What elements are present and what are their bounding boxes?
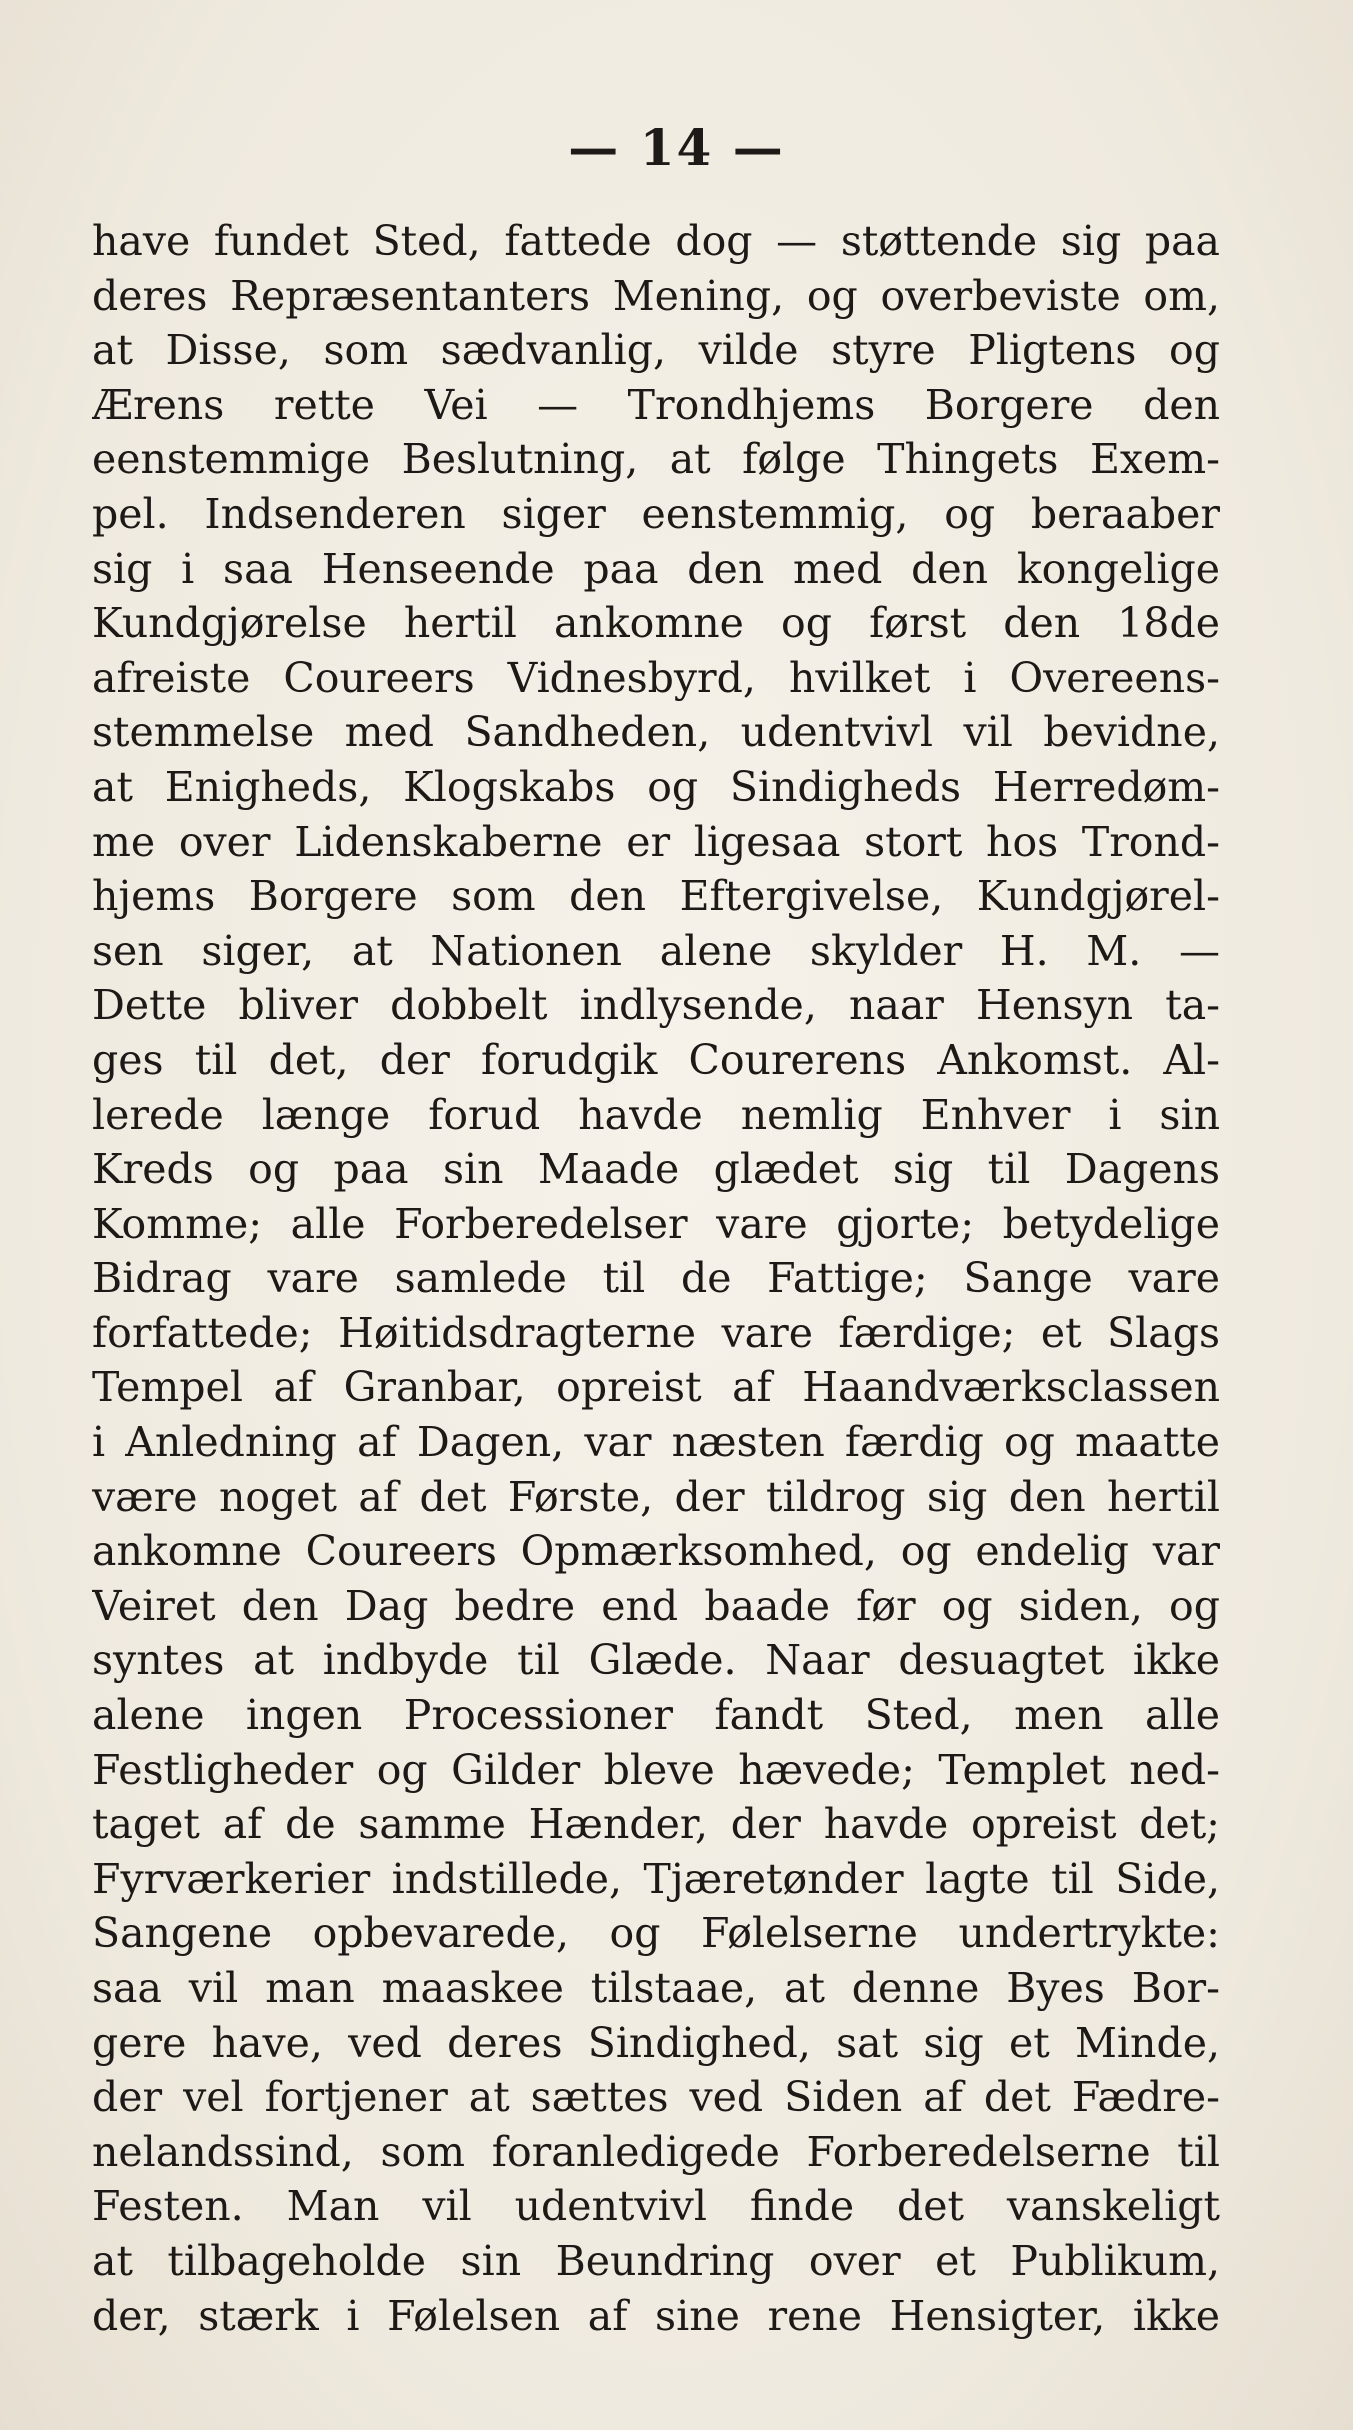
text-line: have fundet Sted, fattede dog — støttende sig paa — [92, 217, 1220, 265]
text-line: Kundgjørelse hertil ankomne og først den 18de — [92, 599, 1220, 648]
text-line: eenstemmige Beslutning, at følge Thingets Exem- — [92, 435, 1220, 484]
text-line: ges til det, der forudgik Courerens Ankomst. Al- — [92, 1035, 1220, 1084]
text-line: at Enigheds, Klogskabs og Sindigheds Herredøm- — [92, 762, 1220, 811]
page-number: — 14 — — [568, 118, 785, 177]
body-text — [92, 214, 1220, 2343]
text-line: der vel fortjener at sættes ved Siden af det Fædre- — [92, 2073, 1220, 2122]
text-line: stemmelse med Sandheden, udentvivl vil bevidne, — [92, 708, 1220, 757]
text-line: Festligheder og Gilder bleve hævede; Templet ned- — [92, 1745, 1220, 1794]
text-line: afreiste Coureers Vidnesbyrd, hvilket i Overeens- — [92, 653, 1220, 702]
text-line: Festen. Man vil udentvivl finde det vanskeligt — [92, 2182, 1220, 2231]
text-line: Fyrværkerier indstillede, Tjæretønder lagte til Side, — [92, 1854, 1220, 1903]
text-line: nelandssind, som foranledigede Forberedelserne til — [92, 2127, 1220, 2176]
text-line: Bidrag vare samlede til de Fattige; Sange vare — [92, 1254, 1220, 1303]
text-line: forfattede; Høitidsdragterne vare færdige; et Slags — [92, 1308, 1220, 1357]
text-line: at tilbageholde sin Beundring over et Publikum, — [92, 2236, 1220, 2285]
text-line: at Disse, som sædvanlig, vilde styre Pligtens og — [92, 326, 1220, 375]
text-line: i Anledning af Dagen, var næsten færdig og maatte — [92, 1418, 1220, 1467]
text-line: me over Lidenskaberne er ligesaa stort hos Trond- — [92, 817, 1220, 866]
text-line: Dette bliver dobbelt indlysende, naar Hensyn ta- — [92, 981, 1220, 1030]
text-line: Ærens rette Vei — Trondhjems Borgere den — [92, 380, 1220, 429]
text-line: hjems Borgere som den Eftergivelse, Kundgjørel- — [92, 872, 1220, 921]
text-line: ankomne Coureers Opmærksomhed, og endelig var — [92, 1527, 1220, 1576]
text-line: Sangene opbevarede, og Følelserne undertrykte: — [92, 1909, 1220, 1958]
text-line: lerede længe forud havde nemlig Enhver i sin — [92, 1090, 1220, 1139]
text-line: Kreds og paa sin Maade glædet sig til Dagens — [92, 1145, 1220, 1194]
text-line: saa vil man maaskee tilstaae, at denne Byes Bor- — [92, 1964, 1220, 2012]
text-line: sig i saa Henseende paa den med den kongelige — [92, 544, 1220, 593]
text-line: alene ingen Processioner fandt Sted, men alle — [92, 1691, 1220, 1740]
text-line: Komme; alle Forberedelser vare gjorte; betydelige — [92, 1199, 1220, 1248]
text-line: Tempel af Granbar, opreist af Haandværksclassen — [92, 1363, 1220, 1412]
text-line: taget af de samme Hænder, der havde opreist det; — [92, 1800, 1220, 1849]
text-line: være noget af det Første, der tildrog sig den hertil — [92, 1472, 1220, 1521]
text-line: Veiret den Dag bedre end baade før og siden, og — [92, 1581, 1220, 1630]
text-line: pel. Indsenderen siger eenstemmig, og beraaber — [92, 489, 1220, 538]
text-line: der, stærk i Følelsen af sine rene Hensigter, ikke — [92, 2291, 1220, 2340]
text-line: deres Repræsentanters Mening, og overbeviste om, — [92, 271, 1220, 320]
text-line: sen siger, at Nationen alene skylder H. M. — — [92, 926, 1220, 975]
text-line: gere have, ved deres Sindighed, sat sig et Minde, — [92, 2018, 1220, 2067]
text-line: syntes at indbyde til Glæde. Naar desuagtet ikke — [92, 1636, 1220, 1685]
